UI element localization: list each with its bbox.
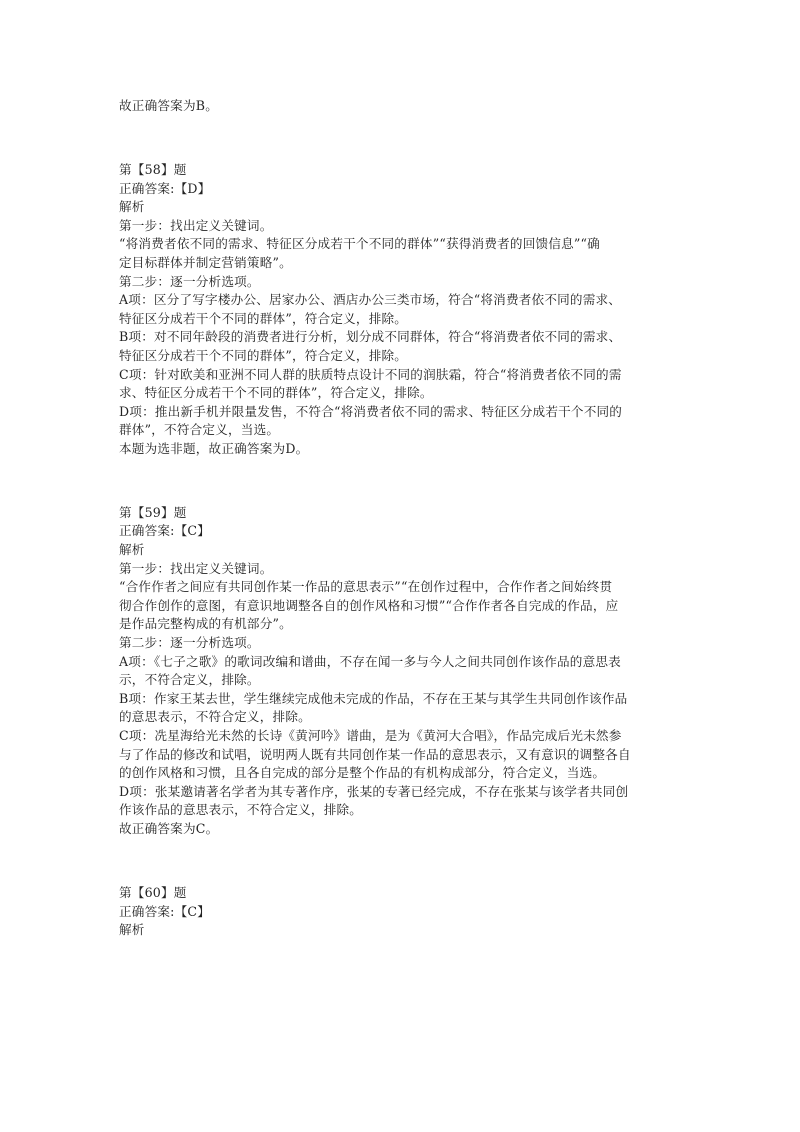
analysis-line: 求、特征区分成若干个不同的群体”，符合定义，排除。 (119, 385, 433, 401)
analysis-line: 本题为选非题，故正确答案为D。 (119, 440, 309, 456)
analysis-line: C项：冼星海给光未然的长诗《黄河吟》谱曲，是为《黄河大合唱》，作品完成后光未然参 (119, 728, 622, 743)
analysis-label: 解析 (119, 922, 145, 938)
analysis-line: D项：推出新手机并限量发售，不符合“将消费者依不同的需求、特征区分成若干个不同的 (119, 403, 623, 419)
analysis-line: 作该作品的意思表示，不符合定义，排除。 (119, 802, 363, 818)
analysis-line: 定目标群体并制定营销策略”。 (119, 254, 292, 270)
analysis-line: 特征区分成若干个不同的群体”，符合定义，排除。 (119, 310, 408, 326)
analysis-line: 示，不符合定义，排除。 (119, 672, 260, 688)
document-page (119, 97, 685, 940)
question-title: 第【58】题 (119, 161, 187, 177)
analysis-line: A项：区分了写字楼办公、居家办公、酒店办公三类市场，符合“将消费者依不同的需求、 (119, 292, 622, 308)
analysis-line: 的创作风格和习惯，且各自完成的部分是整个作品的有机构成部分，符合定义，当选。 (119, 765, 606, 781)
correct-answer: 正确答案:【D】 (119, 180, 211, 196)
analysis-line: B项：对不同年龄段的消费者进行分析，划分成不同群体，符合“将消费者依不同的需求、 (119, 329, 622, 345)
analysis-line: A项：《七子之歌》的歌词改编和谱曲，不存在闻一多与今人之间共同创作该作品的意思表 (119, 653, 621, 669)
analysis-line: “将消费者依不同的需求、特征区分成若干个不同的群体”“获得消费者的回馈信息”“确 (119, 236, 600, 252)
analysis-line: 与了作品的修改和试唱，说明两人既有共同创作某一作品的意思表示，又有意识的调整各自 (119, 746, 631, 762)
analysis-line: C项：针对欧美和亚洲不同人群的肤质特点设计不同的润肤霜，符合“将消费者依不同的需 (119, 366, 622, 382)
question-title: 第【59】题 (119, 504, 187, 520)
analysis-line: 第一步：找出定义关键词。 (119, 217, 273, 233)
analysis-line: 是作品完整构成的有机部分”。 (119, 616, 292, 632)
analysis-line: B项：作家王某去世，学生继续完成他未完成的作品，不存在王某与其学生共同创作该作品 (119, 690, 628, 706)
analysis-line: “合作作者之间应有共同创作某一作品的意思表示”“在创作过程中，合作作者之间始终贯 (119, 579, 613, 595)
question-title: 第【60】题 (119, 884, 187, 900)
question-59 (119, 504, 685, 839)
correct-answer: 正确答案:【C】 (119, 903, 211, 919)
question-58 (119, 161, 685, 459)
analysis-line: D项：张某邀请著名学者为其专著作序，张某的专著已经完成，不存在张某与该学者共同创 (119, 783, 629, 799)
analysis-label: 解析 (119, 542, 145, 558)
analysis-line: 群体”，不符合定义，当选。 (119, 422, 280, 438)
analysis-line: 的意思表示，不符合定义，排除。 (119, 709, 311, 725)
correct-answer: 正确答案:【C】 (119, 523, 211, 539)
analysis-label: 解析 (119, 199, 145, 215)
analysis-line: 第二步：逐一分析选项。 (119, 635, 260, 651)
analysis-line: 彻合作创作的意图，有意识地调整各自的创作风格和习惯”“合作作者各自完成的作品，应 (119, 597, 619, 613)
question-60 (119, 884, 685, 940)
analysis-line: 故正确答案为C。 (119, 820, 219, 836)
previous-conclusion: 故正确答案为B。 (119, 98, 219, 113)
analysis-line: 特征区分成若干个不同的群体”，符合定义，排除。 (119, 347, 408, 363)
analysis-line: 第一步：找出定义关键词。 (119, 560, 273, 576)
analysis-line: 第二步：逐一分析选项。 (119, 273, 260, 289)
